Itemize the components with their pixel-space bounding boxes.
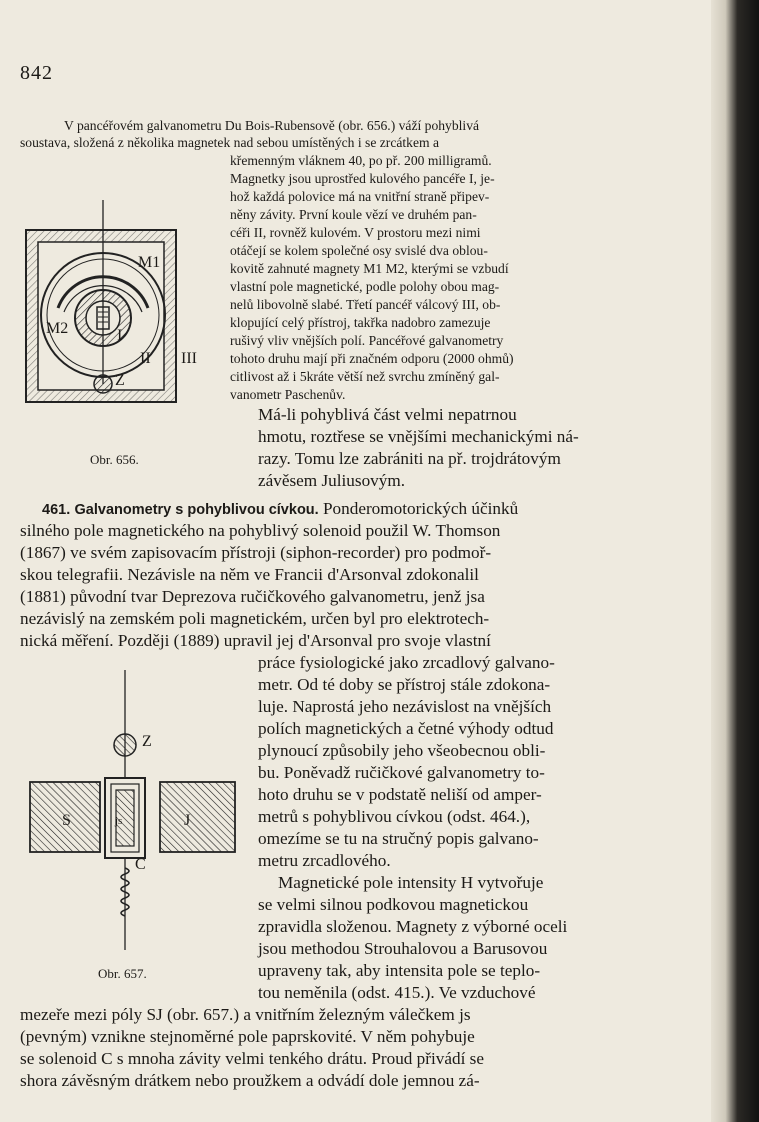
text-line: (1867) ve svém zapisovacím přístroji (siphon-recorder) pro podmoř- [20, 543, 492, 562]
text-line: silného pole magnetického na pohyblivý solenoid použil W. Thomson [20, 521, 501, 540]
text-line: Magnetické pole intensity H vytvořuje [278, 873, 544, 892]
text-line: tou neměnila (odst. 415.). Ve vzduchové [258, 983, 536, 1002]
text-line: práce fysiologické jako zrcadlový galvano- [258, 653, 555, 672]
text-line: Magnetky jsou uprostřed kulového pancéře I, je- [230, 171, 495, 186]
fig656-label-i: I [117, 327, 123, 344]
fig656-label-m1: M1 [138, 254, 161, 271]
figure-656-caption: Obr. 656. [90, 452, 139, 467]
text-line: závěsem Juliusovým. [258, 471, 406, 490]
text-line: (pevným) vznikne stejnoměrné pole paprskovité. V něm pohybuje [20, 1027, 475, 1046]
text-line: otáčejí se kolem společné osy svislé dva oblou- [230, 243, 488, 258]
text-line: něny závity. První koule vězí ve druhém pan- [230, 207, 477, 222]
fig657-label-s: S [62, 812, 71, 829]
text-line: bu. Poněvadž ručičkové galvanometry to- [258, 763, 545, 782]
text-line: vlastní pole magnetické, podle polohy obou mag- [230, 279, 500, 294]
text-line: se solenoid C s mnoha závity velmi tenkého drátu. Proud přivádí se [20, 1049, 484, 1068]
text-line: omezíme se tu na stručný popis galvano- [258, 829, 539, 848]
text-line: hmotu, roztřese se vnějšími mechanickými ná- [258, 427, 579, 446]
text-line: metr. Od té doby se přístroj stále zdokona- [258, 675, 551, 694]
text-line: jsou methodou Strouhalovou a Barusovou [258, 939, 548, 958]
text-line: V pancéřovém galvanometru Du Bois-Rubensově (obr. 656.) váží pohyblivá [64, 118, 480, 133]
text-line: hož každá polovice má na vnitřní straně připev- [230, 189, 490, 204]
fig657-label-js: js [115, 815, 123, 827]
text-line: kovitě zahnuté magnety M1 M2, kterými se vzbudí [230, 261, 509, 276]
fig657-label-z: Z [142, 733, 152, 750]
text-line: vanometr Paschenův. [230, 387, 346, 402]
text-line: (1881) původní tvar Deprezova ručičkového galvanometru, jenž jsa [20, 587, 485, 606]
section-heading [42, 498, 518, 521]
text-line: křemenným vláknem 40, po př. 200 milligramů. [230, 153, 492, 168]
fig656-label-m2: M2 [46, 320, 69, 337]
text-line: nická měření. Později (1889) upravil jej d'Arsonval pro svoje vlastní [20, 631, 491, 650]
text-line: metrů s pohyblivou cívkou (odst. 464.), [258, 807, 531, 826]
fig656-label-ii: II [140, 350, 151, 367]
text-line: klopující celý přístroj, takřka nadobro zamezuje [230, 315, 491, 330]
text-line: nelů libovolně slabé. Třetí pancéř válcový III, ob- [230, 297, 501, 312]
text-line: rušivý vliv vnějších polí. Pancéřové galvanometry [230, 333, 504, 348]
text-line: soustava, složená z několika magnetek nad sebou umístěných i se zrcátkem a [20, 135, 439, 150]
fig656-label-z: Z [115, 372, 125, 389]
page-edge [711, 0, 759, 1122]
text-line: nezávislý na zemském poli magnetickém, určen byl pro elektrotech- [20, 609, 490, 628]
text-line: upraveny tak, aby intensita pole se teplo- [258, 961, 541, 980]
text-line: skou telegrafii. Nezávisle na něm ve Francii d'Arsonval zdokonalil [20, 565, 479, 584]
section-title: Galvanometry s pohyblivou cívkou. [74, 502, 319, 518]
fig657-label-c: C [135, 856, 146, 873]
text-line: shora závěsným drátkem nebo proužkem a odvádí dole jemnou zá- [20, 1071, 480, 1090]
figure-657-caption: Obr. 657. [98, 966, 147, 981]
text-line: metru zrcadlového. [258, 851, 391, 870]
figure-657 [25, 670, 245, 960]
text-line: hoto druhu se v podstatě neliší od amper- [258, 785, 542, 804]
text-line: citlivost až i 5kráte větší než svrchu zmíněný gal- [230, 369, 500, 384]
text-line: tohoto druhu mají při značném odporu (2000 ohmů) [230, 351, 514, 366]
text-line: zpravidla složenou. Magnety z výborné oceli [258, 917, 568, 936]
text-line: plynoucí způsobily jeho všeobecnou obli- [258, 741, 546, 760]
text-line: luje. Naprostá jeho nezávislost na vnějších [258, 697, 552, 716]
text-line: se velmi silnou podkovou magnetickou [258, 895, 529, 914]
text-line: mezeře mezi póly SJ (obr. 657.) a vnitřním železným válečkem js [20, 1005, 471, 1024]
text-line: céři II, rovněž kulovém. V prostoru mezi nimi [230, 225, 481, 240]
text-line: polích magnetických a četné výhody odtud [258, 719, 554, 738]
text-line: razy. Tomu lze zabrániti na př. trojdrátovým [258, 449, 561, 468]
text-line: Má-li pohyblivá část velmi nepatrnou [258, 405, 517, 424]
section-number: 461. [42, 502, 71, 518]
fig656-label-iii: III [181, 350, 197, 367]
text-line: Ponderomotorických účinků [322, 499, 519, 518]
page-number: 842 [20, 62, 53, 84]
fig657-label-j: J [184, 812, 191, 829]
